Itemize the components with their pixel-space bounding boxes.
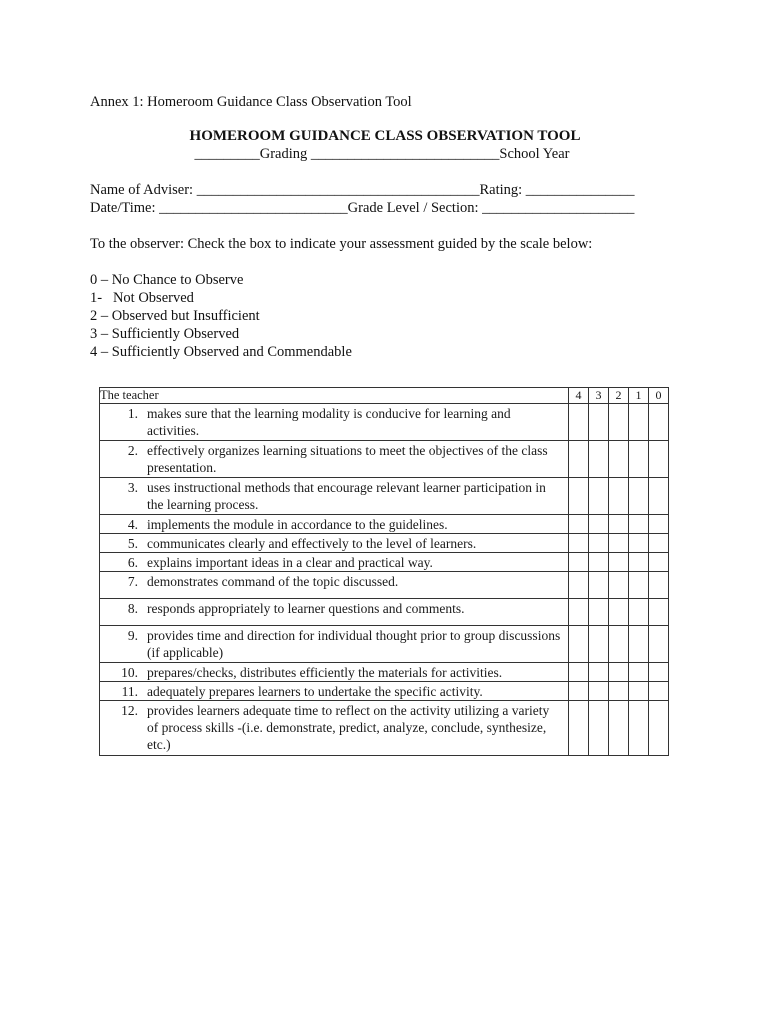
rating-checkbox-4[interactable] <box>569 701 589 756</box>
annex-title: Annex 1: Homeroom Guidance Class Observation Tool <box>90 94 412 110</box>
table-row <box>100 663 669 682</box>
rating-checkbox-3[interactable] <box>589 515 609 534</box>
rating-checkbox-2[interactable] <box>609 626 629 663</box>
rating-checkbox-3[interactable] <box>589 534 609 553</box>
rating-checkbox-2[interactable] <box>609 441 629 478</box>
criterion-text: demonstrates command of the topic discussed. <box>147 574 399 589</box>
rating-checkbox-1[interactable] <box>629 534 649 553</box>
rating-checkbox-1[interactable] <box>629 441 649 478</box>
criterion-number: 8. <box>127 601 138 616</box>
criterion-cell <box>100 626 569 663</box>
table-row <box>100 515 669 534</box>
observer-instruction: To the observer: Check the box to indicate your assessment guided by the scale below: <box>90 236 593 252</box>
table-header-row <box>100 388 669 404</box>
criterion-cell <box>100 441 569 478</box>
rating-checkbox-0[interactable] <box>649 515 669 534</box>
criterion-cell <box>100 553 569 572</box>
rating-checkbox-2[interactable] <box>609 534 629 553</box>
criterion-cell <box>100 534 569 553</box>
rating-checkbox-2[interactable] <box>609 572 629 599</box>
document-page <box>90 93 680 361</box>
rating-checkbox-2[interactable] <box>609 478 629 515</box>
table-row <box>100 599 669 626</box>
criterion-cell <box>100 663 569 682</box>
criterion-number: 11. <box>121 684 138 699</box>
table-row <box>100 553 669 572</box>
rating-checkbox-1[interactable] <box>629 572 649 599</box>
criterion-text: explains important ideas in a clear and practical way. <box>147 555 433 570</box>
criterion-text: communicates clearly and effectively to the level of learners. <box>147 536 477 551</box>
rating-checkbox-1[interactable] <box>629 553 649 572</box>
rating-checkbox-2[interactable] <box>609 404 629 441</box>
criterion-number: 6. <box>127 555 138 570</box>
criterion-cell <box>100 701 569 756</box>
rating-checkbox-0[interactable] <box>649 663 669 682</box>
criterion-cell <box>100 515 569 534</box>
header-rating-1: 1 <box>629 388 649 404</box>
rating-checkbox-4[interactable] <box>569 599 589 626</box>
rating-checkbox-4[interactable] <box>569 572 589 599</box>
criterion-number: 3. <box>127 480 138 495</box>
date-grade-line: Date/Time: __________________________Grade Level / Section: _____________________ <box>90 200 635 216</box>
rating-checkbox-3[interactable] <box>589 599 609 626</box>
rating-checkbox-0[interactable] <box>649 441 669 478</box>
rating-checkbox-0[interactable] <box>649 626 669 663</box>
criterion-cell <box>100 599 569 626</box>
rating-checkbox-3[interactable] <box>589 663 609 682</box>
criterion-number: 9. <box>127 628 138 643</box>
rating-checkbox-3[interactable] <box>589 478 609 515</box>
criterion-text: adequately prepares learners to undertake the specific activity. <box>147 684 483 699</box>
table-row <box>100 478 669 515</box>
rating-checkbox-3[interactable] <box>589 441 609 478</box>
rating-checkbox-4[interactable] <box>569 626 589 663</box>
rating-checkbox-2[interactable] <box>609 553 629 572</box>
rating-checkbox-2[interactable] <box>609 515 629 534</box>
criterion-text: responds appropriately to learner questions and comments. <box>147 601 465 616</box>
rating-checkbox-1[interactable] <box>629 626 649 663</box>
criterion-number: 5. <box>127 536 138 551</box>
rating-checkbox-4[interactable] <box>569 534 589 553</box>
table-row <box>100 682 669 701</box>
rating-checkbox-0[interactable] <box>649 404 669 441</box>
criterion-number: 10. <box>121 665 138 680</box>
header-rating-4: 4 <box>569 388 589 404</box>
table-row <box>100 404 669 441</box>
rating-checkbox-2[interactable] <box>609 599 629 626</box>
rating-checkbox-4[interactable] <box>569 553 589 572</box>
rating-checkbox-3[interactable] <box>589 682 609 701</box>
criterion-cell <box>100 682 569 701</box>
header-teacher: The teacher <box>100 388 569 404</box>
rating-checkbox-4[interactable] <box>569 404 589 441</box>
rating-checkbox-4[interactable] <box>569 515 589 534</box>
criterion-text: prepares/checks, distributes efficiently the materials for activities. <box>147 665 503 680</box>
rating-checkbox-1[interactable] <box>629 515 649 534</box>
rating-checkbox-1[interactable] <box>629 701 649 756</box>
table-row <box>100 572 669 599</box>
rating-checkbox-0[interactable] <box>649 682 669 701</box>
rating-checkbox-2[interactable] <box>609 663 629 682</box>
criterion-text: implements the module in accordance to the guidelines. <box>147 517 448 532</box>
criterion-number: 4. <box>127 517 138 532</box>
rating-checkbox-4[interactable] <box>569 441 589 478</box>
scale-item: 1- Not Observed <box>90 290 194 306</box>
rating-checkbox-3[interactable] <box>589 626 609 663</box>
rating-checkbox-4[interactable] <box>569 663 589 682</box>
criterion-number: 2. <box>127 443 138 458</box>
table-row <box>100 626 669 663</box>
grading-school-year-line: _________Grading __________________________School Year <box>194 146 570 162</box>
rating-checkbox-1[interactable] <box>629 404 649 441</box>
rating-checkbox-0[interactable] <box>649 553 669 572</box>
criterion-text: provides time and direction for individual thought prior to group discussions (if applicable) <box>147 628 561 660</box>
rating-checkbox-1[interactable] <box>629 682 649 701</box>
rating-checkbox-0[interactable] <box>649 478 669 515</box>
scale-item: 3 – Sufficiently Observed <box>90 326 240 342</box>
rating-checkbox-3[interactable] <box>589 572 609 599</box>
header-rating-2: 2 <box>609 388 629 404</box>
scale-item: 0 – No Chance to Observe <box>90 272 244 288</box>
rating-scale <box>90 271 680 361</box>
observation-table <box>99 387 669 756</box>
criterion-cell <box>100 478 569 515</box>
header-rating-3: 3 <box>589 388 609 404</box>
rating-checkbox-1[interactable] <box>629 478 649 515</box>
criterion-number: 1. <box>127 406 138 421</box>
rating-checkbox-2[interactable] <box>609 682 629 701</box>
rating-checkbox-4[interactable] <box>569 682 589 701</box>
rating-checkbox-0[interactable] <box>649 701 669 756</box>
rating-checkbox-3[interactable] <box>589 701 609 756</box>
criterion-cell <box>100 404 569 441</box>
table-row <box>100 534 669 553</box>
criterion-text: provides learners adequate time to reflect on the activity utilizing a variety of process skills -(i.e. demonstrate, predict, analyze, conclude, synthesize, etc.) <box>147 703 550 752</box>
criterion-text: makes sure that the learning modality is conducive for learning and activities. <box>147 406 511 438</box>
adviser-rating-line: Name of Adviser: _______________________________________Rating: _______________ <box>90 182 635 198</box>
rating-checkbox-0[interactable] <box>649 572 669 599</box>
scale-item: 4 – Sufficiently Observed and Commendable <box>90 344 352 360</box>
rating-checkbox-0[interactable] <box>649 534 669 553</box>
criterion-number: 7. <box>127 574 138 589</box>
rating-checkbox-1[interactable] <box>629 599 649 626</box>
rating-checkbox-4[interactable] <box>569 478 589 515</box>
rating-checkbox-1[interactable] <box>629 663 649 682</box>
scale-item: 2 – Observed but Insufficient <box>90 308 260 324</box>
rating-checkbox-3[interactable] <box>589 404 609 441</box>
header-rating-0: 0 <box>649 388 669 404</box>
table-row <box>100 701 669 756</box>
rating-checkbox-0[interactable] <box>649 599 669 626</box>
criterion-cell <box>100 572 569 599</box>
criterion-text: uses instructional methods that encourage relevant learner participation in the learning process. <box>147 480 546 512</box>
criterion-text: effectively organizes learning situations to meet the objectives of the class presentation. <box>147 443 548 475</box>
table-row <box>100 441 669 478</box>
rating-checkbox-2[interactable] <box>609 701 629 756</box>
rating-checkbox-3[interactable] <box>589 553 609 572</box>
form-title: HOMEROOM GUIDANCE CLASS OBSERVATION TOOL <box>189 128 581 144</box>
criterion-number: 12. <box>121 703 138 718</box>
